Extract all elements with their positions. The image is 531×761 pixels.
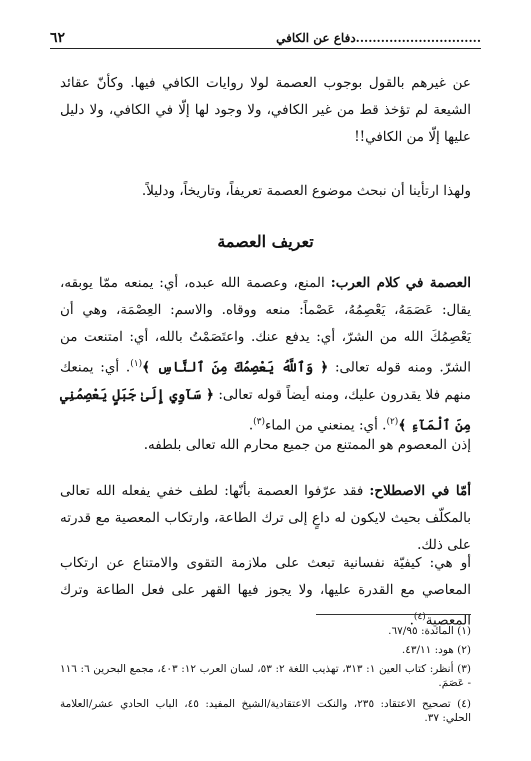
paragraph-masum: إذن المعصوم هو الممتنع من جميع محارم الله تعالى بلطفه. xyxy=(143,437,471,453)
text-segment: . xyxy=(409,612,414,629)
quran-verse-2: ﴿ سَآوِي إِلَىٰ جَبَلٍ يَعْصِمُنِي مِنَ ٱلْمَآءِ ﴾ xyxy=(60,386,471,433)
paragraph-linguistic-definition xyxy=(60,270,471,439)
footnote-ref-3: (٣) xyxy=(253,416,265,427)
footnote-ref-1: (١) xyxy=(130,359,143,369)
paragraph-intro: عن غيرهم بالقول بوجوب العصمة لولا روايات الكافي فيها. وكأنّ عقائد الشيعة لم تؤخذ قط من غير الكافي، ولا وجود لها إلّا في الكافي، ولا دليل عليها إلّا من الكافي!! xyxy=(60,75,471,145)
page-number: ٦٢ xyxy=(50,30,66,46)
footnote-2: (٢) هود: ٤٣/١١. xyxy=(401,644,471,656)
section-heading: تعريف العصمة xyxy=(217,232,314,251)
footnote-1: (١) المائدة: ٦٧/٩٥. xyxy=(388,625,471,637)
paragraph-technical-definition xyxy=(60,478,471,559)
text-segment: . xyxy=(248,417,254,433)
text-segment: أو هي: كيفيّة نفسانية تبعث على ملازمة التقوى والامتناع عن ارتكاب المعاصي مع القدرة عليها، ولا يجوز فيها القهر على فعل الطاعة وترك المعصية xyxy=(60,555,471,629)
term-linguistic: العصمة في كلام العرب: xyxy=(330,275,471,291)
footnote-4: (٤) تصحيح الاعتقاد: ٢٣٥، والنكت الاعتقادية/الشيخ المفيد: ٤٥، الباب الحادي عشر/العلامة الحلي: ٣٧. xyxy=(60,698,471,724)
footnote-ref-2: (٢) xyxy=(386,416,399,427)
text-segment: المنع، وعصمة الله عبده، أي: يمنعه ممّا يوبقه، يقال: عَصَمَهُ، يَعْصِمُهُ، عَصْماً: منعه ووقاه. والاسم: العِصْمَة، وهي أن يَعْصِمُكَ الله من الشرّ، أي: يدفع عنك. واعتَصَمْتُ بالله، أي: امتنعت من الشرّ. ومنه قوله تعالى: xyxy=(60,275,472,376)
paragraph-purpose: ولهذا ارتأينا أن نبحث موضوع العصمة تعريفاً، وتاريخاً، ودليلاً. xyxy=(141,183,471,199)
text-segment: . أي: يمنعك منهم فلا يقدرون عليك، ومنه أيضاً قوله تعالى: xyxy=(60,359,471,403)
footnote-separator xyxy=(316,614,471,615)
running-header xyxy=(50,30,481,49)
text-segment: فقد عرّفوا العصمة بأنّها: لطف خفي يفعله الله تعالى بالمكلّف بحيث لايكون له داعٍ إلى ترك الطاعة، وارتكاب المعصية مع قدرته على ذلك. xyxy=(60,483,471,553)
paragraph-alternative-definition xyxy=(60,550,471,635)
footnote-ref-4: (٤) xyxy=(413,612,426,622)
term-technical: أمّا في الاصطلاح: xyxy=(369,483,471,499)
footnote-3: (٣) أنظر: كتاب العين ١: ٣١٣، تهذيب اللغة ٢: ٥٣، لسان العرب ١٢: ٤٠٣، مجمع البحرين ٦: ١١٦ - عَصَمَ. xyxy=(60,663,471,689)
quran-verse-1: ﴿ وَٱللَّهُ يَعْصِمُكَ مِنَ ٱلنَّاسِ ﴾ xyxy=(142,359,329,376)
running-title: ..............................دفاع عن الكافي xyxy=(276,31,481,45)
text-segment: . أي: يمنعني من الماء xyxy=(265,417,387,433)
